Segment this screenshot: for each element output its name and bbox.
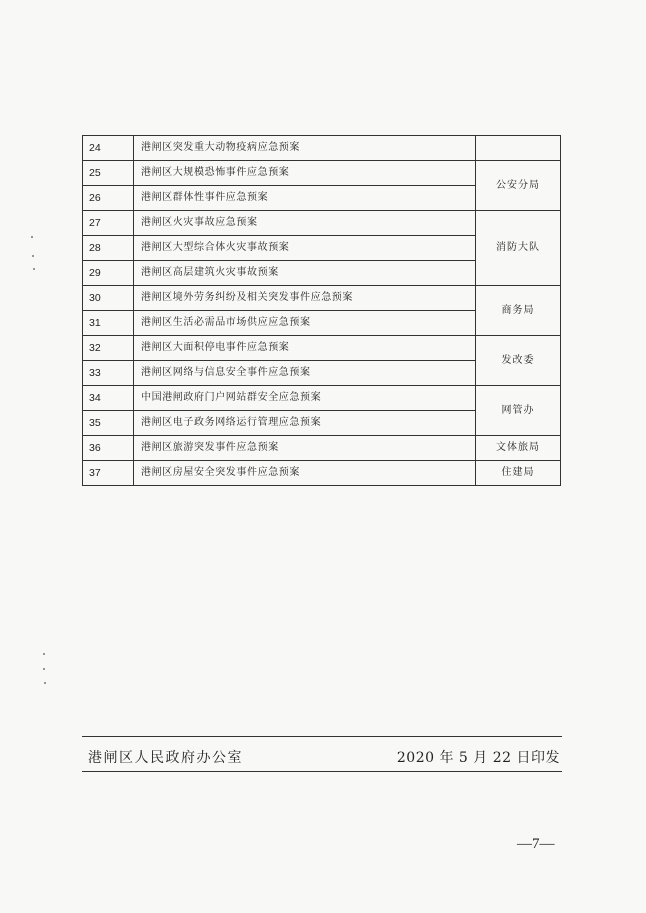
plan-name: 港闸区火灾事故应急预案 xyxy=(134,211,476,236)
responsible-department: 住建局 xyxy=(476,461,561,486)
plan-name: 港闸区房屋安全突发事件应急预案 xyxy=(134,461,476,486)
row-number: 24 xyxy=(83,136,134,161)
row-number: 36 xyxy=(83,436,134,461)
row-number: 29 xyxy=(83,261,134,286)
plan-name: 港闸区突发重大动物疫病应急预案 xyxy=(134,136,476,161)
row-number: 35 xyxy=(83,411,134,436)
row-number: 33 xyxy=(83,361,134,386)
plan-name: 港闸区境外劳务纠纷及相关突发事件应急预案 xyxy=(134,286,476,311)
row-number: 30 xyxy=(83,286,134,311)
scan-speck xyxy=(43,668,45,670)
emergency-plan-table xyxy=(82,135,561,486)
plan-name: 港闸区大面积停电事件应急预案 xyxy=(134,336,476,361)
issue-date: 2020 年 5 月 22 日印发 xyxy=(396,750,560,766)
responsible-department: 发改委 xyxy=(476,336,561,386)
row-number: 31 xyxy=(83,311,134,336)
table-row xyxy=(83,336,561,361)
footer-top-rule xyxy=(82,736,562,737)
row-number: 27 xyxy=(83,211,134,236)
plan-name: 港闸区大型综合体火灾事故预案 xyxy=(134,236,476,261)
table-row xyxy=(83,436,561,461)
row-number: 32 xyxy=(83,336,134,361)
plan-name: 港闸区高层建筑火灾事故预案 xyxy=(134,261,476,286)
scan-speck xyxy=(44,682,46,684)
plan-name: 中国港闸政府门户网站群安全应急预案 xyxy=(134,386,476,411)
responsible-department xyxy=(476,136,561,161)
table-row xyxy=(83,386,561,411)
scan-speck xyxy=(33,268,35,270)
row-number: 26 xyxy=(83,186,134,211)
page-number: —7— xyxy=(517,836,555,852)
row-number: 34 xyxy=(83,386,134,411)
table-row xyxy=(83,161,561,186)
plan-name: 港闸区大规模恐怖事件应急预案 xyxy=(134,161,476,186)
plan-name: 港闸区网络与信息安全事件应急预案 xyxy=(134,361,476,386)
issuing-office: 港闸区人民政府办公室 xyxy=(88,750,243,766)
responsible-department: 消防大队 xyxy=(476,211,561,286)
table-row xyxy=(83,286,561,311)
row-number: 37 xyxy=(83,461,134,486)
scan-speck xyxy=(43,653,45,655)
responsible-department: 公安分局 xyxy=(476,161,561,211)
row-number: 25 xyxy=(83,161,134,186)
responsible-department: 网管办 xyxy=(476,386,561,436)
table-row xyxy=(83,211,561,236)
responsible-department: 商务局 xyxy=(476,286,561,336)
table-row xyxy=(83,136,561,161)
plan-name: 港闸区生活必需品市场供应应急预案 xyxy=(134,311,476,336)
scan-speck xyxy=(32,255,34,257)
scan-speck xyxy=(31,236,33,238)
plan-name: 港闸区旅游突发事件应急预案 xyxy=(134,436,476,461)
responsible-department: 文体旅局 xyxy=(476,436,561,461)
plan-name: 港闸区电子政务网络运行管理应急预案 xyxy=(134,411,476,436)
footer-bottom-rule xyxy=(82,771,562,772)
row-number: 28 xyxy=(83,236,134,261)
table-row xyxy=(83,461,561,486)
plan-name: 港闸区群体性事件应急预案 xyxy=(134,186,476,211)
